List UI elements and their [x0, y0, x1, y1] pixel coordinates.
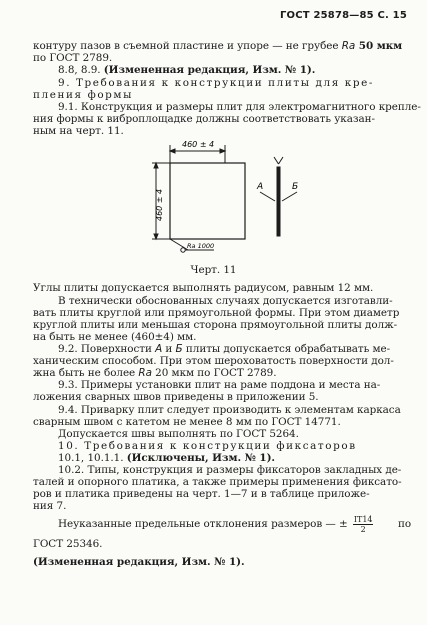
- figure-caption: Черт. 11: [190, 264, 237, 276]
- paragraph-line: жна быть не более Ra 20 мкм по ГОСТ 2789.: [33, 367, 277, 379]
- paragraph-line: В технически обоснованных случаях допускается изготавли-: [58, 295, 393, 307]
- paragraph-line: Углы плиты допускается выполнять радиусом, равным 12 мм.: [33, 282, 374, 294]
- paragraph-line: 9.4. Приварку плит следует производить к элементам каркаса: [58, 404, 401, 416]
- leader-line: [282, 192, 297, 201]
- section-mark: [274, 157, 279, 164]
- arrow-icon: [154, 163, 158, 168]
- paragraph-line: Допускается швы выполнять по ГОСТ 5264.: [58, 428, 299, 440]
- paragraph-line: контуру пазов в съемной пластине и упоре — не грубее Ra 50 мкм: [33, 40, 403, 52]
- fraction: $\frac{IT14}{2}$: [353, 514, 373, 534]
- revision-note: 8.8, 8.9. (Измененная редакция, Изм. № 1).: [58, 64, 316, 76]
- paragraph-line: ным на черт. 11.: [33, 125, 124, 137]
- paragraph-line: по: [398, 518, 412, 530]
- paragraph-line: ложения сварных швов приведены в приложении 5.: [33, 391, 319, 403]
- surface-label-a: А: [257, 182, 264, 192]
- leader-line: [260, 192, 275, 201]
- paragraph-line: вать плиты круглой или прямоугольной формы. При этом диаметр: [33, 307, 400, 319]
- roughness-label: Ra 1000: [187, 242, 215, 250]
- paragraph-line: ния 7.: [33, 500, 67, 512]
- paragraph-line: круглой плиты или меньшая сторона прямоугольной плиты долж-: [33, 319, 398, 331]
- plate-drawing: [150, 137, 310, 272]
- tolerance-line: Неуказанные предельные отклонения размеров — ± $\frac{IT14}{2}$: [58, 514, 373, 534]
- surface-label-b: Б: [292, 182, 299, 192]
- leader-line: [170, 239, 188, 250]
- paragraph-line: на быть не менее (460±4) мм.: [33, 331, 197, 343]
- paragraph-line: ханическим способом. При этом шероховатость поверхности дол-: [33, 355, 394, 367]
- page-header: ГОСТ 25878—85 С. 15: [279, 10, 407, 21]
- paragraph-line: ров и платика приведены на черт. 1—7 и в таблице приложе-: [33, 488, 370, 500]
- revision-note: (Измененная редакция, Изм. № 1).: [33, 556, 245, 568]
- arrow-icon: [170, 149, 175, 153]
- paragraph-line: 9.3. Примеры установки плит на раме поддона и места на-: [58, 379, 381, 391]
- revision-note: 10.1, 10.1.1. (Исключены, Изм. № 1).: [58, 452, 276, 464]
- section-heading: 10. Требования к конструкции фиксаторов: [58, 440, 357, 452]
- paragraph-line: 9.1. Конструкция и размеры плит для электромагнитного крепле-: [58, 101, 421, 113]
- section-mark: [279, 157, 284, 164]
- paragraph-line: сварным швом с катетом не менее 8 мм по ГОСТ 14771.: [33, 416, 341, 428]
- paragraph-line: ния формы к виброплощадке должны соответствовать указан-: [33, 113, 375, 125]
- dimension-label: 460 ± 4: [155, 188, 164, 221]
- roughness-icon: [181, 248, 185, 252]
- paragraph-line: 9.2. Поверхности А и Б плиты допускается обрабатывать ме-: [58, 343, 391, 355]
- section-heading: 9. Требования к конструкции плиты для кре-: [58, 77, 374, 89]
- plate-outline: [170, 163, 245, 239]
- arrow-icon: [154, 234, 158, 239]
- paragraph-line: по ГОСТ 2789.: [33, 52, 113, 64]
- plate-side-view: [277, 167, 280, 236]
- paragraph-line: ГОСТ 25346.: [33, 538, 103, 550]
- section-heading: пления формы: [33, 89, 133, 101]
- arrow-icon: [220, 149, 225, 153]
- dimension-label: 460 ± 4: [182, 140, 215, 149]
- paragraph-line: 10.2. Типы, конструкция и размеры фиксаторов закладных де-: [58, 464, 402, 476]
- paragraph-line: талей и опорного платика, а также примеры применения фиксато-: [33, 476, 402, 488]
